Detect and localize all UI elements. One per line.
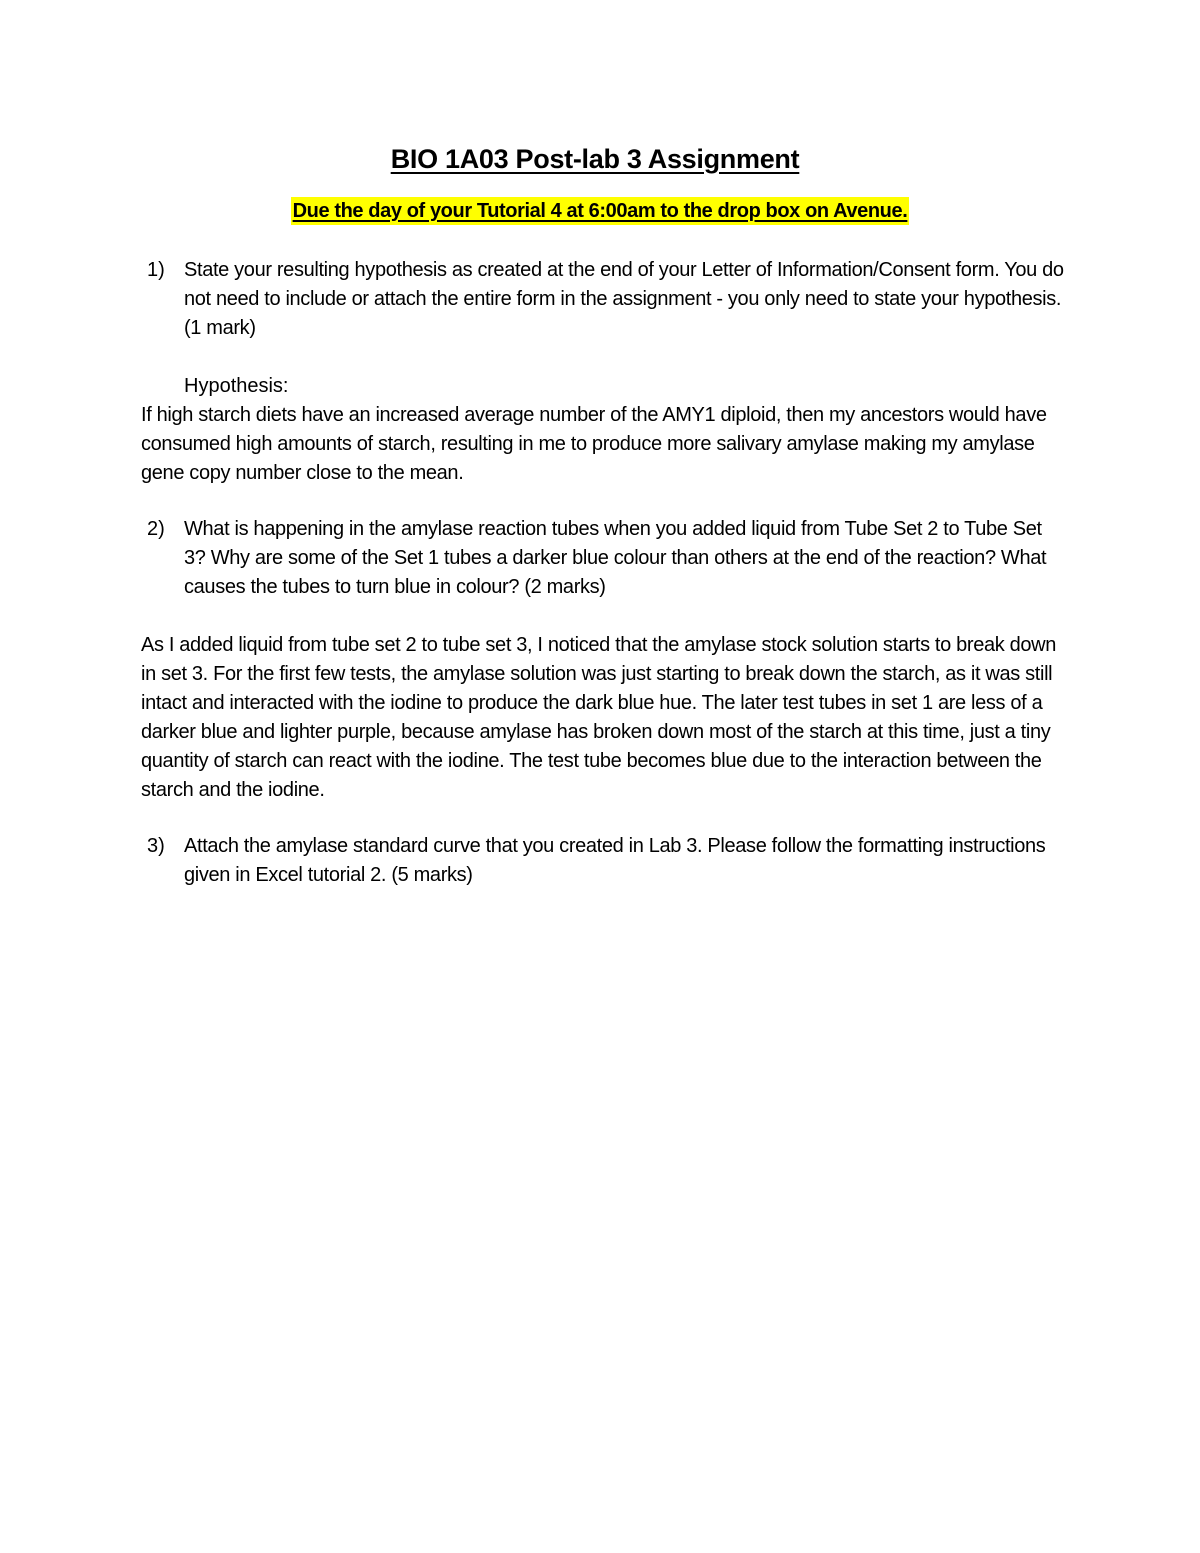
question-2-text: What is happening in the amylase reaction tubes when you added liquid from Tube Set 2 to Tube Set 3? Why are some of the Set 1 tubes a darker blue colour than others at the end of the reaction? What causes the tubes to turn blue in colour? (2 marks) [184, 518, 1047, 598]
due-notice [0, 200, 1200, 223]
question-1-text: State your resulting hypothesis as created at the end of your Letter of Information/Consent form. You do not need to include or attach the entire form in the assignment - you only need to state your hypothesis. (1 mark) [184, 259, 1064, 339]
question-1-number: 1) [147, 259, 165, 281]
question-2-number: 2) [147, 518, 165, 540]
hypothesis-label: Hypothesis: [184, 375, 289, 397]
due-notice-highlight: Due the day of your Tutorial 4 at 6:00am to the drop box on Avenue. [291, 197, 910, 225]
hypothesis-answer: If high starch diets have an increased average number of the AMY1 diploid, then my ancestors would have consumed high amounts of starch, resulting in me to produce more salivary amylase making my amylase gene copy number close to the mean. [141, 404, 1047, 484]
document-title: BIO 1A03 Post-lab 3 Assignment [390, 144, 800, 174]
question-3-number: 3) [147, 835, 165, 857]
answer-2: As I added liquid from tube set 2 to tube set 3, I noticed that the amylase stock solution starts to break down in set 3. For the first few tests, the amylase solution was just starting to break down the starch, as it was still intact and interacted with the iodine to produce the dark blue hue. The later test tubes in set 1 are less of a darker blue and lighter purple, because amylase has broken down most of the starch at this time, just a tiny quantity of starch can react with the iodine. The test tube becomes blue due to the interaction between the starch and the iodine. [141, 634, 1057, 801]
question-3-text: Attach the amylase standard curve that you created in Lab 3. Please follow the formatting instructions given in Excel tutorial 2. (5 marks) [184, 835, 1046, 886]
